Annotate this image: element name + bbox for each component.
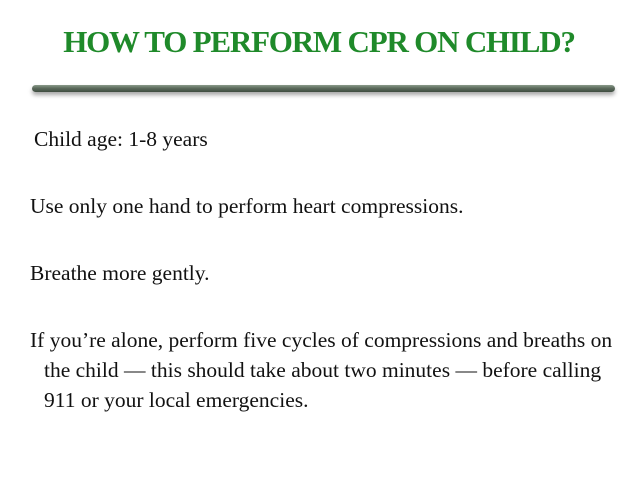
paragraph-if-alone: If you’re alone, perform five cycles of compressions and breaths on the child — this should take about two minutes — before calling 911 or your local emergencies.	[30, 328, 613, 412]
paragraph-breathe-gently: Breathe more gently.	[30, 261, 210, 285]
slide-body	[30, 124, 630, 415]
paragraph-one-hand: Use only one hand to perform heart compressions.	[30, 194, 464, 218]
slide-title: HOW TO PERFORM CPR ON CHILD?	[63, 24, 575, 59]
paragraph-child-age: Child age: 1-8 years	[34, 127, 208, 151]
title-divider	[32, 85, 615, 92]
